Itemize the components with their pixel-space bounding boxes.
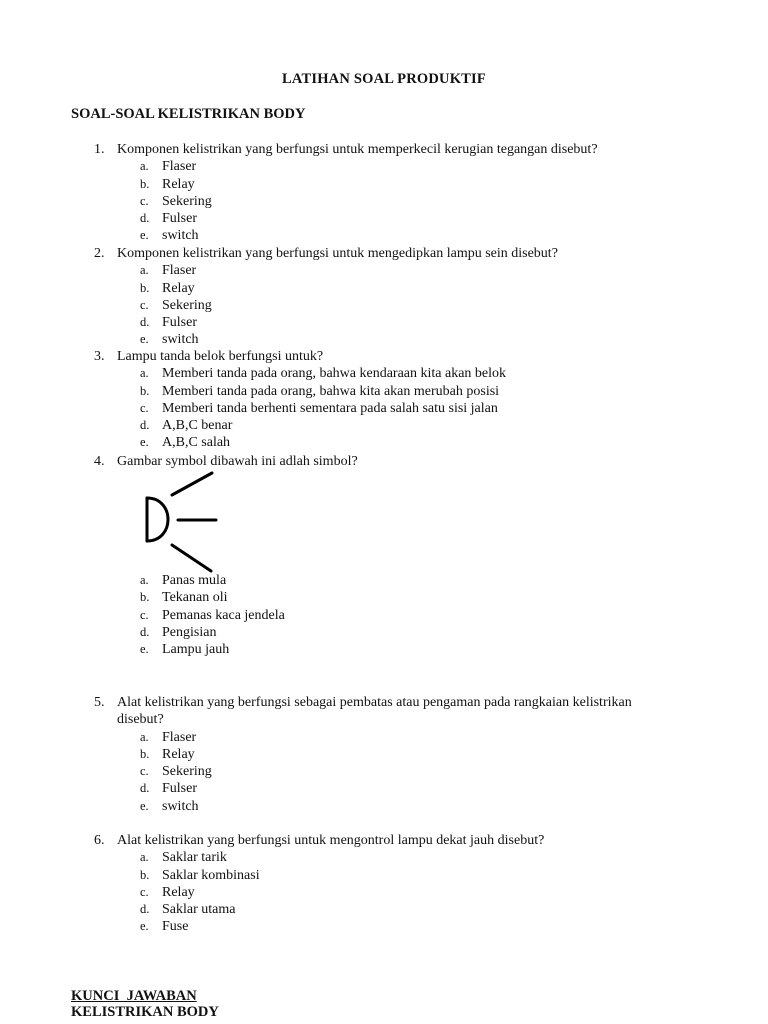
- answer-option: [0, 227, 768, 244]
- option-letter: e.: [140, 798, 149, 813]
- answer-option: [0, 434, 768, 451]
- option-letter: d.: [140, 211, 150, 226]
- option-text: Relay: [162, 746, 195, 762]
- option-text: Flaser: [162, 729, 197, 745]
- option-letter: a.: [140, 729, 149, 744]
- answer-option: [0, 746, 768, 763]
- option-letter: b.: [140, 746, 150, 761]
- question-1: [0, 141, 768, 245]
- answer-option: [0, 607, 768, 624]
- question-4-options: [0, 572, 768, 658]
- option-text: Fulser: [162, 315, 197, 331]
- section-title: SOAL-SOAL KELISTRIKAN BODY: [71, 106, 306, 122]
- option-text: Pemanas kaca jendela: [162, 607, 285, 623]
- option-text: Sekering: [162, 297, 212, 313]
- question-number: 6.: [94, 833, 105, 848]
- answer-option: [0, 365, 768, 382]
- option-letter: a.: [140, 159, 149, 174]
- option-letter: a.: [140, 850, 149, 865]
- option-letter: d.: [140, 315, 150, 330]
- answer-key-title: KUNCI JAWABAN: [71, 988, 197, 1004]
- option-text: switch: [162, 228, 199, 244]
- answer-option: [0, 867, 768, 884]
- answer-option: [0, 849, 768, 866]
- option-letter: c.: [140, 764, 149, 779]
- answer-option: [0, 729, 768, 746]
- answer-option: [0, 417, 768, 434]
- option-text: Flaser: [162, 159, 197, 175]
- option-text: switch: [162, 332, 199, 348]
- question-text-continued: disebut?: [117, 712, 164, 728]
- option-letter: b.: [140, 280, 150, 295]
- answer-option: [0, 572, 768, 589]
- option-letter: c.: [140, 607, 149, 622]
- option-text: Tekanan oli: [162, 590, 228, 606]
- option-text: Panas mula: [162, 573, 227, 588]
- option-letter: e.: [140, 435, 149, 450]
- answer-option: [0, 383, 768, 400]
- option-text: Flaser: [162, 263, 197, 279]
- answer-key-subtitle: KELISTRIKAN BODY: [71, 1004, 219, 1020]
- question-text: Alat kelistrikan yang berfungsi untuk mengontrol lampu dekat jauh disebut?: [117, 833, 545, 848]
- option-text: Sekering: [162, 764, 212, 780]
- question-text: Alat kelistrikan yang berfungsi sebagai pembatas atau pengaman pada rangkaian kelistrikan: [117, 695, 632, 710]
- answer-option: [0, 158, 768, 175]
- option-text: Sekering: [162, 193, 212, 209]
- answer-option: [0, 280, 768, 297]
- question-4: [0, 453, 768, 470]
- option-text: A,B,C benar: [162, 418, 233, 434]
- headlight-symbol-icon: [140, 470, 230, 576]
- answer-option: [0, 624, 768, 641]
- option-letter: b.: [140, 176, 150, 191]
- answer-option: [0, 589, 768, 606]
- answer-option: [0, 297, 768, 314]
- question-text: Komponen kelistrikan yang berfungsi untuk memperkecil kerugian tegangan disebut?: [117, 142, 598, 157]
- option-letter: b.: [140, 867, 150, 882]
- answer-option: [0, 901, 768, 918]
- question-text: Lampu tanda belok berfungsi untuk?: [117, 349, 324, 364]
- option-letter: c.: [140, 884, 149, 899]
- option-letter: e.: [140, 919, 149, 934]
- answer-option: [0, 176, 768, 193]
- option-text: Memberi tanda berhenti sementara pada salah satu sisi jalan: [162, 400, 498, 416]
- option-letter: d.: [140, 902, 150, 917]
- answer-option: [0, 314, 768, 331]
- option-text: Relay: [162, 884, 195, 900]
- option-letter: b.: [140, 590, 150, 605]
- option-letter: d.: [140, 624, 150, 639]
- option-text: Pengisian: [162, 624, 217, 640]
- option-letter: d.: [140, 418, 150, 433]
- question-5: [0, 694, 768, 815]
- option-text: Relay: [162, 176, 195, 192]
- option-letter: c.: [140, 400, 149, 415]
- answer-option: [0, 798, 768, 815]
- answer-option: [0, 918, 768, 935]
- question-number: 4.: [94, 454, 105, 469]
- answer-option: [0, 210, 768, 227]
- option-letter: b.: [140, 383, 150, 398]
- option-text: Fulser: [162, 781, 197, 797]
- question-number: 2.: [94, 246, 105, 261]
- option-text: Memberi tanda pada orang, bahwa kita akan merubah posisi: [162, 383, 500, 399]
- option-letter: d.: [140, 781, 150, 796]
- document-title: LATIHAN SOAL PRODUKTIF: [282, 71, 486, 87]
- answer-option: [0, 884, 768, 901]
- question-6: [0, 832, 768, 936]
- option-letter: c.: [140, 193, 149, 208]
- option-text: switch: [162, 798, 199, 814]
- option-text: Fulser: [162, 211, 197, 227]
- option-letter: c.: [140, 297, 149, 312]
- option-letter: a.: [140, 573, 149, 587]
- question-number: 3.: [94, 349, 105, 364]
- question-2: [0, 245, 768, 349]
- answer-option: [0, 262, 768, 279]
- answer-option: [0, 331, 768, 348]
- answer-option: [0, 193, 768, 210]
- answer-option: [0, 400, 768, 417]
- option-text: Saklar utama: [162, 902, 236, 918]
- question-text: Gambar symbol dibawah ini adlah simbol?: [117, 454, 358, 469]
- answer-option: [0, 763, 768, 780]
- question-number: 5.: [94, 695, 105, 710]
- answer-option: [0, 641, 768, 658]
- question-number: 1.: [94, 142, 105, 157]
- option-text: Saklar kombinasi: [162, 867, 260, 883]
- option-text: Fuse: [162, 919, 189, 935]
- question-text: Komponen kelistrikan yang berfungsi untuk mengedipkan lampu sein disebut?: [117, 246, 558, 261]
- option-text: Relay: [162, 280, 195, 296]
- option-text: Saklar tarik: [162, 850, 227, 866]
- option-text: Memberi tanda pada orang, bahwa kendaraan kita akan belok: [162, 366, 507, 382]
- option-letter: e.: [140, 332, 149, 347]
- option-letter: e.: [140, 228, 149, 243]
- option-text: A,B,C salah: [162, 435, 231, 451]
- option-letter: e.: [140, 642, 149, 657]
- option-letter: a.: [140, 263, 149, 278]
- answer-option: [0, 780, 768, 797]
- question-3: [0, 348, 768, 452]
- option-text: Lampu jauh: [162, 642, 230, 658]
- option-letter: a.: [140, 366, 149, 381]
